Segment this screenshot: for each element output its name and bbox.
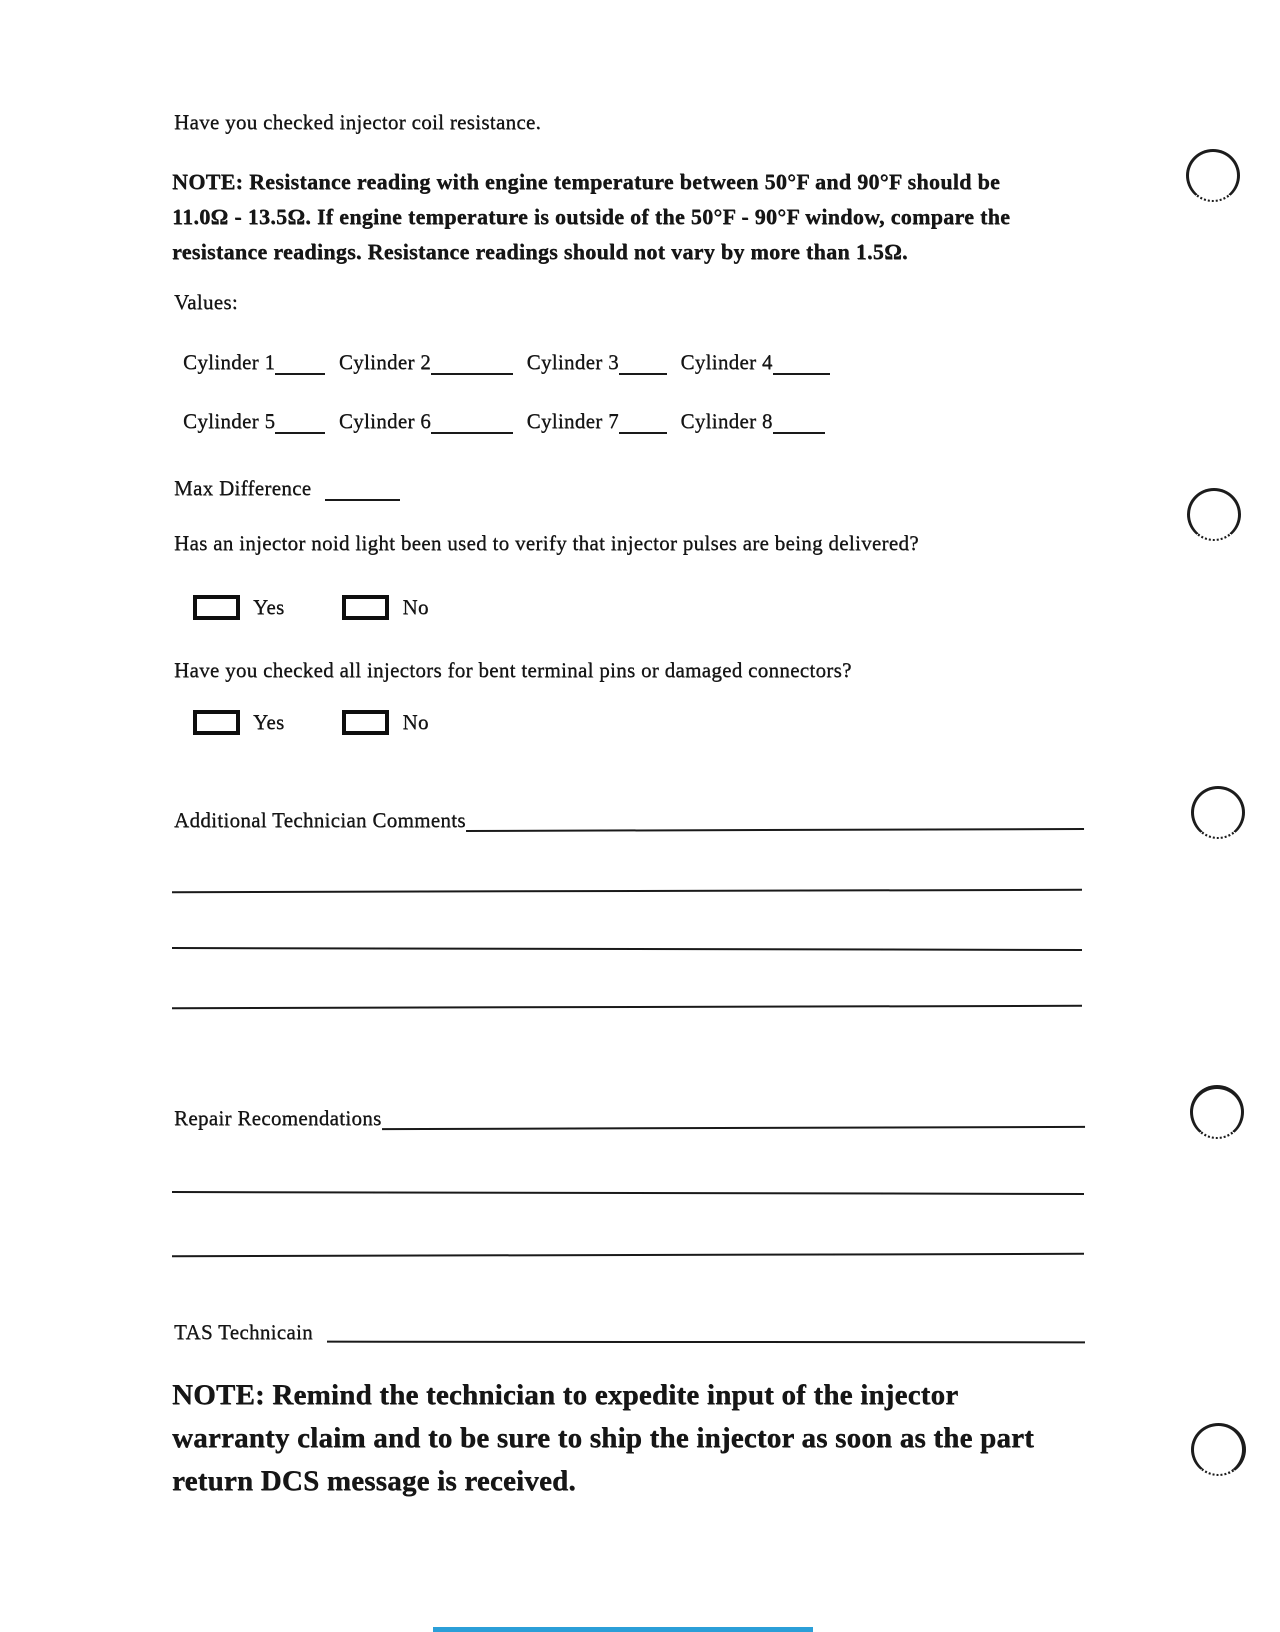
pins-yes-checkbox[interactable] — [193, 710, 240, 735]
noid-no-label: No — [402, 595, 429, 619]
cylinder-8-label: Cylinder 8 — [680, 409, 773, 433]
noid-yes-checkbox[interactable] — [193, 595, 240, 620]
hole-punch-circle-5 — [1191, 1423, 1246, 1476]
cylinder-4-label: Cylinder 4 — [680, 350, 773, 374]
comments-label: Additional Technician Comments — [174, 808, 466, 832]
comments-line-3[interactable] — [172, 1005, 1082, 1009]
note-bottom-line-1: NOTE: Remind the technician to expedite input of the injector — [172, 1379, 959, 1411]
repair-blank[interactable] — [381, 1105, 1084, 1130]
pins-yes-label: Yes — [253, 710, 285, 734]
bottom-blue-bar — [433, 1627, 813, 1632]
tas-row — [174, 1320, 1085, 1345]
repair-label: Repair Recomendations — [174, 1106, 382, 1130]
note-bottom-line-2: warranty claim and to be sure to ship the injector as soon as the part — [172, 1422, 1034, 1454]
note-bottom — [172, 1374, 1034, 1503]
note-top — [172, 164, 1010, 269]
hole-punch-circle-3 — [1191, 786, 1245, 839]
cylinder-4-blank[interactable] — [773, 359, 830, 375]
cylinder-2-label: Cylinder 2 — [338, 350, 432, 374]
note-top-line-2: 11.0Ω - 13.5Ω. If engine temperature is outside of the 50°F - 90°F window, compare the — [172, 204, 1011, 229]
max-difference-blank[interactable] — [325, 485, 400, 501]
note-bottom-line-3: return DCS message is received. — [172, 1465, 576, 1497]
noid-no-checkbox[interactable] — [342, 595, 389, 620]
cylinder-3-blank[interactable] — [619, 359, 667, 375]
cylinder-1-blank[interactable] — [275, 359, 325, 375]
comments-blank[interactable] — [466, 807, 1084, 832]
cylinder-6-label: Cylinder 6 — [338, 409, 432, 433]
hole-punch-circle-1 — [1186, 149, 1240, 202]
comments-line-2[interactable] — [172, 947, 1082, 951]
pins-no-checkbox[interactable] — [342, 710, 389, 735]
noid-light-answer-group — [193, 595, 429, 620]
repair-line-1[interactable] — [172, 1191, 1084, 1195]
tas-label: TAS Technicain — [174, 1320, 313, 1344]
repair-row — [174, 1106, 1084, 1131]
question-noid-light: Has an injector noid light been used to verify that injector pulses are being delivered? — [174, 531, 919, 555]
cylinder-2-blank[interactable] — [431, 359, 513, 375]
cylinder-3-label: Cylinder 3 — [526, 350, 619, 374]
cylinder-row-1 — [183, 350, 838, 375]
repair-line-2[interactable] — [172, 1253, 1084, 1257]
hole-punch-circle-2 — [1187, 488, 1241, 541]
cylinder-8-blank[interactable] — [773, 418, 825, 434]
note-top-line-3: resistance readings. Resistance readings should not vary by more than 1.5Ω. — [172, 239, 908, 264]
intro-question: Have you checked injector coil resistance. — [174, 110, 542, 134]
hole-punch-circle-4 — [1190, 1085, 1244, 1139]
cylinder-7-blank[interactable] — [619, 418, 667, 434]
noid-yes-label: Yes — [253, 595, 285, 619]
cylinder-row-2 — [183, 409, 833, 434]
cylinder-6-blank[interactable] — [431, 418, 513, 434]
cylinder-7-label: Cylinder 7 — [526, 409, 619, 433]
values-label: Values: — [174, 290, 238, 314]
terminal-pins-answer-group — [193, 710, 429, 735]
comments-row — [174, 808, 1084, 833]
comments-line-1[interactable] — [172, 889, 1082, 893]
max-difference-row — [174, 476, 400, 501]
question-terminal-pins: Have you checked all injectors for bent terminal pins or damaged connectors? — [174, 658, 852, 682]
pins-no-label: No — [402, 710, 429, 734]
note-top-line-1: NOTE: Resistance reading with engine temperature between 50°F and 90°F should be — [172, 169, 1001, 194]
cylinder-5-label: Cylinder 5 — [183, 409, 276, 433]
max-difference-label: Max Difference — [174, 476, 312, 500]
cylinder-1-label: Cylinder 1 — [183, 350, 276, 374]
cylinder-5-blank[interactable] — [275, 418, 325, 434]
tas-blank[interactable] — [327, 1320, 1085, 1344]
